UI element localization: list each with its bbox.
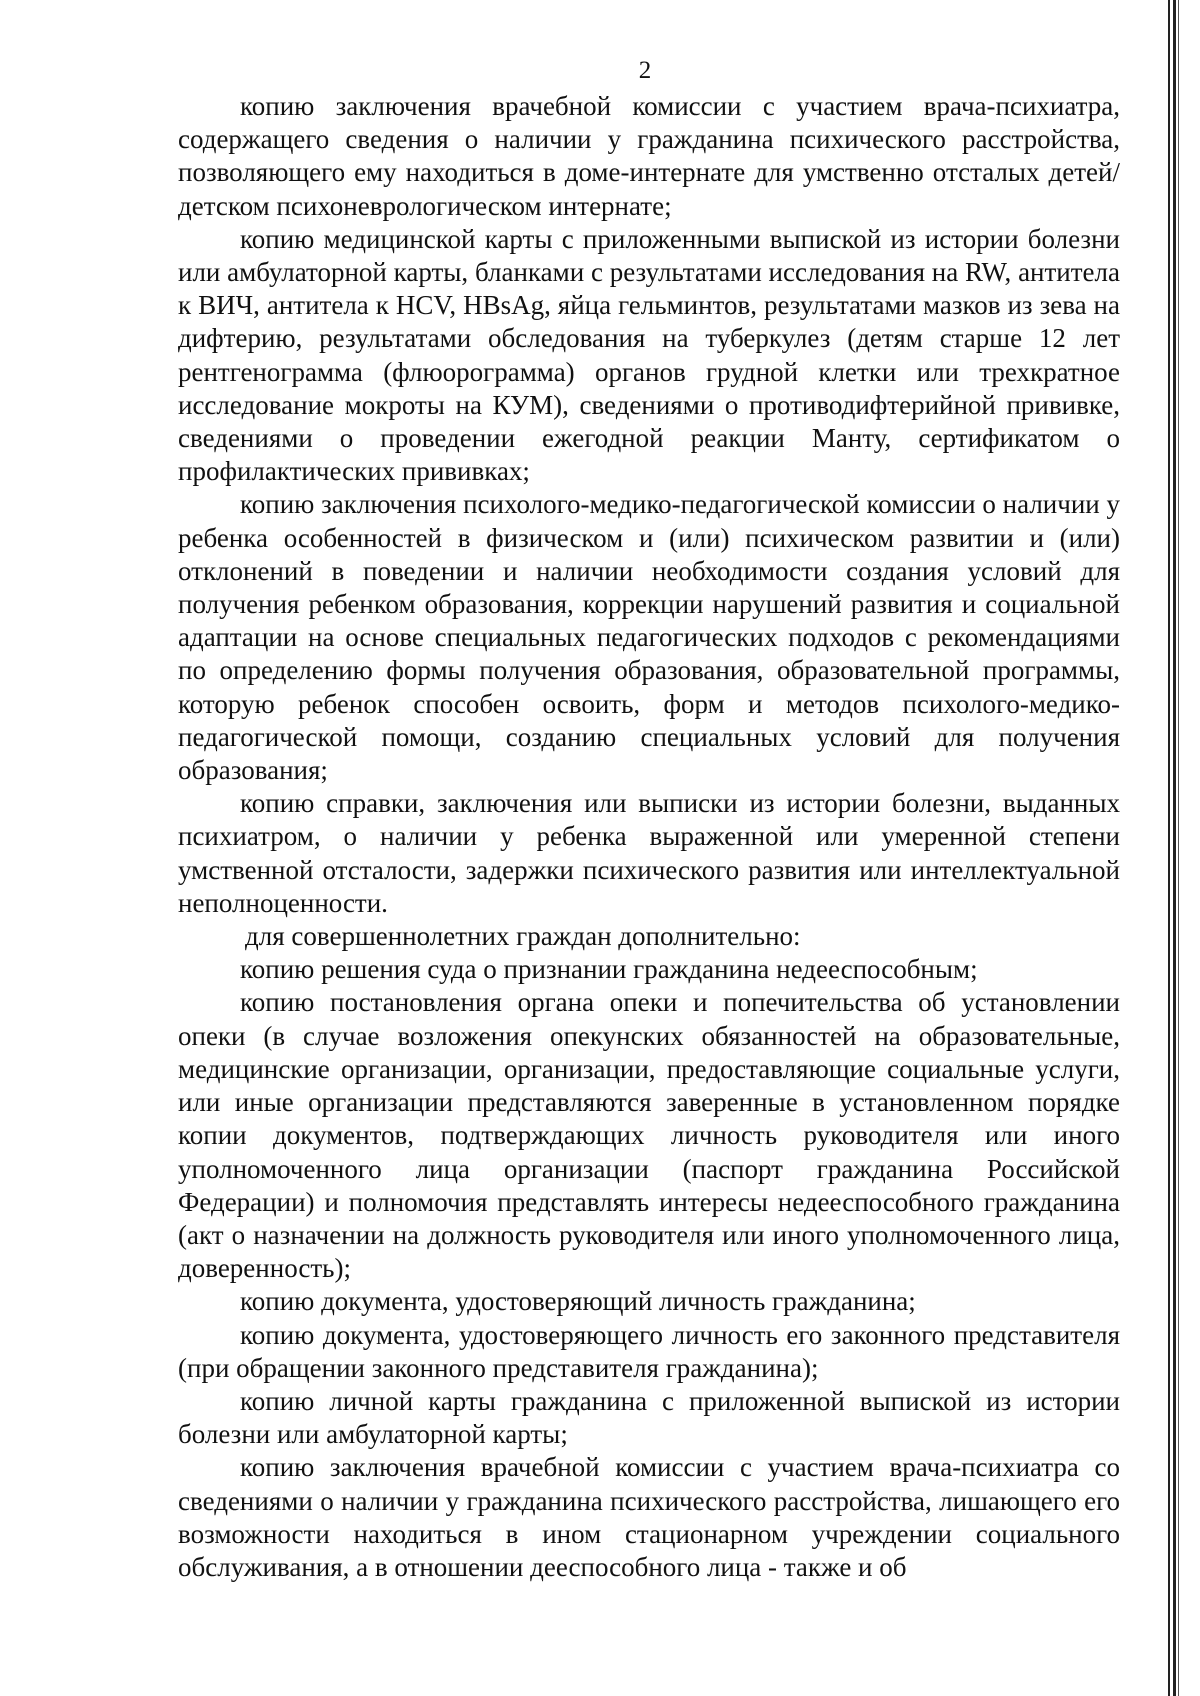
scan-edge-line — [1168, 0, 1170, 1696]
paragraph-guardianship-resolution: копию постановления органа опеки и попечительства об установлении опеки (в случае возложения опекунских обязанностей на образовательные, медицинские организации, организации, предоставляющие социальные услуги, или иные организации представляются заверенные в установленном порядке копии документов, подтверждающих личность руководителя или иного уполномоченного лица организации (паспорт гражданина Российской Федерации) и полномочия представлять интересы недееспособного гражданина (акт о назначении на должность руководителя или иного уполномоченного лица, доверенность); — [178, 987, 1120, 1284]
paragraph-medical-card: копию медицинской карты с приложенными выпиской из истории болезни или амбулаторной карты, бланками с результатами исследования на RW, антитела к ВИЧ, антитела к HCV, HBsAg, яйца гельминтов, результатами мазков из зева на дифтерию, результатами обследования на туберкулез (детям старше 12 лет рентгенограмма (флюорограмма) органов грудной клетки или трехкратное исследование мокроты на КУМ), сведениями о противодифтерийной прививке, сведениями о проведении ежегодной реакции Манту, сертификатом о профилактических прививках; — [178, 223, 1120, 487]
scan-edge-line — [1178, 0, 1179, 1696]
paragraph-medical-commission-adult: копию заключения врачебной комиссии с участием врача-психиатра со сведениями о наличии у гражданина психического расстройства, лишающего его возможности находиться в ином стационарном учреждении социального обслуживания, а в отношении дееспособного лица - также и об — [178, 1452, 1120, 1582]
scan-edge-line — [1173, 0, 1176, 1696]
paragraph-personal-card: копию личной карты гражданина с приложенной выпиской из истории болезни или амбулаторной карты; — [178, 1385, 1120, 1450]
paragraph-psychiatrist-certificate: копию справки, заключения или выписки из истории болезни, выданных психиатром, о наличии у ребенка выраженной или умеренной степени умственной отсталости, задержки психического развития или интеллектуальной неполноценности. — [178, 788, 1120, 918]
paragraph-pmpk-conclusion: копию заключения психолого-медико-педагогической комиссии о наличии у ребенка особенностей в физическом и (или) психическом развитии и (или) отклонений в поведении и наличии необходимости создания условий для получения ребенком образования, коррекции нарушений развития и социальной адаптации на основе специальных педагогических подходов с рекомендациями по определению формы получения образования, образовательной программы, которую ребенок способен освоить, форм и методов психолого-медико-педагогической помощи, созданию специальных условий для получения образования; — [178, 489, 1120, 786]
paragraph-adults-heading: для совершеннолетних граждан дополнительно: — [245, 921, 801, 952]
paragraph-court-decision: копию решения суда о признании гражданина недееспособным; — [240, 954, 978, 985]
paragraph-psychiatrist-commission: копию заключения врачебной комиссии с участием врача-психиатра, содержащего сведения о наличии у гражданина психического расстройства, позволяющего ему находиться в доме-интернате для умственно отсталых детей/детском психоневрологическом интернате; — [178, 91, 1120, 221]
paragraph-representative-document: копию документа, удостоверяющего личность его законного представителя (при обращении законного представителя гражданина); — [178, 1319, 1120, 1383]
page-number: 2 — [638, 57, 652, 84]
document-body — [178, 90, 1120, 1584]
paragraph-identity-document: копию документа, удостоверяющий личность гражданина; — [240, 1286, 916, 1317]
